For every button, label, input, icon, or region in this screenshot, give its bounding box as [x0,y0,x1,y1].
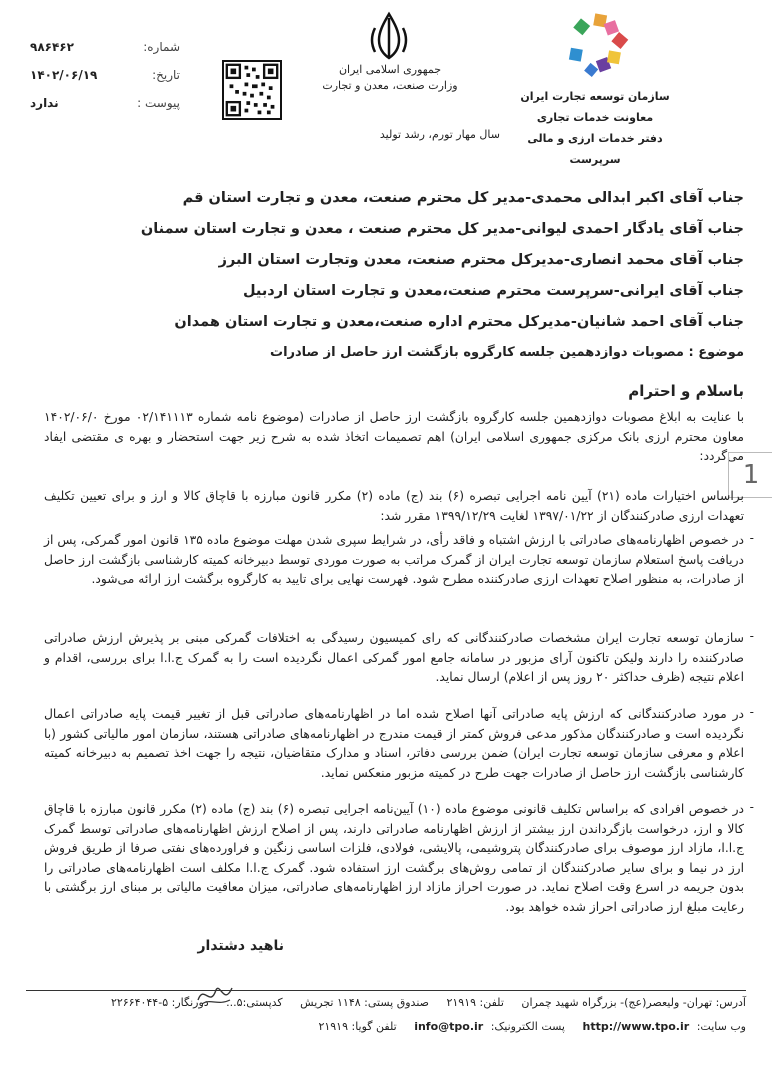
footer-fax: دورنگار: ۵-۲۲۶۶۴۰۴۴ [110,996,209,1009]
intro-paragraph: با عنایت به ابلاغ مصوبات دوازدهمین جلسه کارگروه بازگشت ارز حاصل از صادرات (موضوع نامه شماره ۰۲/۱۴۱۱۱۳ مورخ ۱۴۰۲/۰۶/۰ معاون محترم ارزی بانک مرکزی جمهوری اسلامی ایران) اهم تصمیمات اتخاذ شده به شرح زیر جهت استحضار و بهره ی مقتضی ایفاد می‌گردد: [44,410,744,463]
ministry-line-2: وزارت صنعت، معدن و تجارت [322,79,458,92]
letter-date [30,68,180,82]
iran-emblem-icon [367,10,411,62]
number-value: ۹۸۶۴۶۲ [30,40,74,54]
bullet-marker: - [749,531,754,545]
org-line-4: سرپرست [569,153,621,166]
org-line-1: سازمان توسعه تجارت ایران [520,90,670,103]
attachment-label: پیوست : [137,96,180,110]
org-line-3: دفتر خدمات ارزی و مالی [527,132,663,145]
footer-postal-code: کدپستی:۵... [226,996,283,1009]
letter-attachment [30,96,180,110]
side-tab-marker: 1 [728,452,772,498]
addressee-3: جناب آقای محمد انصاری-مدیرکل محترم صنعت، معدن وتجارت استان البرز [218,252,744,268]
bullet-item-3: در مورد صادرکنندگانی که ارزش پایه صادراتی آنها اصلاح شده اما در اظهارنامه‌های صادراتی قبل از تغییر قیمت پایه صادراتی اعمال نگردیده است و صادرکنندگان مذکور مدعی فروش کمتر از قیمت مندرج در اظهارنامه‌های صادراتی هستند، سازمان امور مالیاتی کشور (با اعلام و معرفی سازمان توسعه تجارت ایران) ضمن بررسی دفاتر، اسناد و مدارک متقاضیان، نتیجه را جهت اخذ تصمیم به دبیرخانه کمیته کارشناسی بازگشت ارز حاصل از صادرات جهت طرح در کمیته مزبور منعکس نماید. [44,707,744,780]
footer-divider [26,990,746,991]
addressee-2: جناب آقای یادگار احمدی لیوانی-مدیر کل محترم صنعت ، معدن و تجارت استان سمنان [140,221,744,237]
greeting: باسلام و احترام [628,382,744,400]
bullet-item-4: در خصوص افرادی که براساس تکلیف قانونی موضوع ماده (۱۰) آیین‌نامه اجرایی تبصره (۶) بند (ج) ماده (۲) مکرر قانون مبارزه با قاچاق کالا و ارز، درخواست بازگرداندن ارز بیشتر از ارزش اظهارنامه صادراتی دارند، پس از اصلاح ارزش اظهارنامه‌های صادراتی توسط گمرک ج.ا.ا، مازاد ارز موصوف برای صادرکنندگان پتروشیمی، پالایشی، فولادی، فلزات اساسی زنگین و فراورده‌های نفتی صرفا از طریق فروش ارز در نیما و برای سایر صادرکنندگان از تمامی روش‌های برگشت ارز استفاده شود. گمرک ج.ا.ا مکلف است اظهارنامه‌های صادراتی را بدون جریمه در اسرع وقت اصلاح نماید. در صورت احراز مازاد ارز اظهارنامه‌های صادراتی، میزان معافیت مالیاتی بر مبنای ارز برگشتی با رعایت مبلغ ارز صادراتی احراز شده خواهد بود. [44,802,745,914]
bullet-item-2: سازمان توسعه تجارت ایران مشخصات صادرکنندگانی که رای کمیسیون رسیدگی به اختلافات گمرکی مبنی بر پذیرش ارزش صادراتی صادرکننده را دارند ولیکن تاکنون آرای مزبور در سامانه جامع امور گمرکی اعمال نگردیده است را به گمرک ج.ا.ا برای بررسی، اقدام و اعلام نتیجه (ظرف حداکثر ۲۰ روز پس از اعلام) ارسال نماید. [44,631,744,684]
organization-block [520,86,670,170]
letter-subject: موضوع : مصوبات دوازدهمین جلسه کارگروه بازگشت ارز حاصل از صادرات [270,345,744,360]
attachment-value: ندارد [30,96,59,110]
date-label: تاریخ: [152,68,180,82]
bullet-marker: - [749,629,754,643]
number-label: شماره: [143,40,180,54]
footer-line-2 [26,1020,746,1033]
paragraph-1: براساس اختیارات ماده (۲۱) آیین نامه اجرایی تبصره (۶) بند (ج) ماده (۲) مکرر قانون مبارزه با قاچاق کالا و ارز و برای تعیین تکلیف تعهدات ارزی صادرکنندگان از ۱۳۹۷/۰۱/۲۲ لغایت ۱۳۹۹/۱۲/۲۹ مقرر شد: [44,489,744,523]
ministry-name [320,62,460,94]
ministry-line-1: جمهوری اسلامی ایران [338,63,442,76]
footer-website-link[interactable]: http://www.tpo.ir [582,1020,690,1033]
addressee-1: جناب آقای اکبر ابدالی محمدی-مدیر کل محترم صنعت، معدن و تجارت استان قم [182,190,744,206]
footer-voice-phone: تلفن گویا: ۲۱۹۱۹ [318,1020,397,1033]
bullet-marker: - [749,705,754,719]
qr-code-icon [222,60,282,120]
signatory-name: ناهید دشتدار [197,938,284,954]
letter-number [30,40,180,54]
footer-email-link[interactable]: info@tpo.ir [414,1020,484,1033]
addressee-4: جناب آقای ایرانی-سرپرست محترم صنعت،معدن و تجارت استان اردبیل [242,283,744,299]
footer-email-label: پست الکترونیک: [490,1020,565,1033]
addressee-5: جناب آقای احمد شانیان-مدیرکل محترم اداره صنعت،معدن و تجارت استان همدان [174,314,744,330]
org-line-2: معاونت خدمات تجاری [536,111,654,124]
footer-pobox: صندوق پستی: ۱۱۴۸ تجریش [300,996,429,1009]
footer-address: آدرس: تهران- ولیعصر(عج)- بزرگراه شهید چمران [521,996,746,1009]
bullet-item-1: در خصوص اظهارنامه‌های صادراتی با ارزش اشتباه و فاقد رأی، در شرایط سپری شدن مهلت موضوع ماده ۱۳۵ قانون امور گمرکی، پس از دریافت پاسخ استعلام سازمان توسعه تجارت ایران از گمرک مراتب به صورت موردی توسط دبیرخانه کمیته کارشناسی بازگشت ارز حاصل از صادرات، به منظور اصلاح تعهدات ارزی صادرکننده مطرح شود. فهرست نهایی برای تایید به کارگروه برگشت ارز ارائه می‌شود. [44,533,745,586]
tpo-logo-icon [556,6,636,84]
footer-website-label: وب سایت: [696,1020,746,1033]
bullet-marker: - [749,800,754,814]
date-value: ۱۴۰۲/۰۶/۱۹ [30,68,98,82]
footer-phone: تلفن: ۲۱۹۱۹ [446,996,504,1009]
footer-line-1 [26,996,746,1009]
year-slogan: سال مهار تورم، رشد تولید [379,128,500,141]
